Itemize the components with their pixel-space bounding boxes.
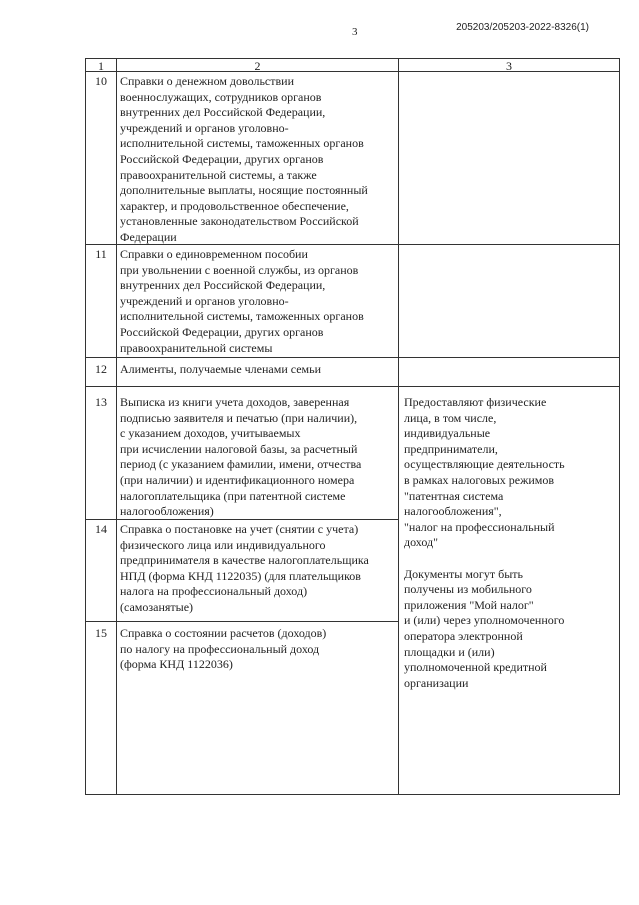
row-number: 11 xyxy=(95,247,107,261)
row-divider xyxy=(86,386,619,387)
documents-table xyxy=(85,58,620,795)
row-number: 15 xyxy=(95,626,107,640)
row-number: 13 xyxy=(95,395,107,409)
document-id: 205203/205203-2022-8326(1) xyxy=(456,22,589,33)
row-description: Справка о состоянии расчетов (доходов) по налогу на профессиональный доход (форма КНД 1122036) xyxy=(120,626,327,672)
column-divider xyxy=(116,59,117,794)
merged-notes-cell: Предоставляют физические лица, в том числе, индивидуальные предприниматели, осуществляющие деятельность в рамках налоговых режимов "патентная система налогообложения", "налог на профессиональный доход" Документы могут быть получены из мобильного приложения "Мой налог" и (или) через уполномоченного оператора электронной площадки и (или) уполномоченной кредитной организации xyxy=(404,395,565,690)
row-description: Справки о единовременном пособии при увольнении с военной службы, из органов внутренних дел Российской Федерации, учреждений и органов уголовно- исполнительной системы, таможенных органов Российской Федерации, других органов правоохранительной системы xyxy=(120,247,364,355)
row-description: Выписка из книги учета доходов, заверенная подписью заявителя и печатью (при наличии), с указанием доходов, учитываемых при исчислении налоговой базы, за расчетный период (с указанием фамилии, имени, отчества (при наличии) и идентификационного номера налогоплательщика (при патентной системе налогообложения) xyxy=(120,395,362,519)
header-col-1: 1 xyxy=(98,59,104,73)
row-number: 12 xyxy=(95,362,107,376)
row-number: 10 xyxy=(95,74,107,88)
row-description: Справка о постановке на учет (снятии с учета) физического лица или индивидуального предпринимателя в качестве налогоплательщика НПД (форма КНД 1122035) (для плательщиков налога на профессиональный доход) (самозанятые) xyxy=(120,522,369,614)
header-col-3: 3 xyxy=(506,59,512,73)
row-number: 14 xyxy=(95,522,107,536)
page-number: 3 xyxy=(352,26,358,38)
row-divider xyxy=(86,621,398,622)
row-divider xyxy=(86,357,619,358)
header-col-2: 2 xyxy=(254,59,261,73)
row-description: Справки о денежном довольствии военнослужащих, сотрудников органов внутренних дел Российской Федерации, учреждений и органов уголовно- исполнительной системы, таможенных органов Российской Федерации, других органов правоохранительной системы, а также дополнительные выплаты, носящие постоянный характер, и продовольственное обеспечение, установленные законодательством Российской Федерации xyxy=(120,74,368,244)
row-description: Алименты, получаемые членами семьи xyxy=(120,362,322,376)
column-divider xyxy=(398,59,399,794)
